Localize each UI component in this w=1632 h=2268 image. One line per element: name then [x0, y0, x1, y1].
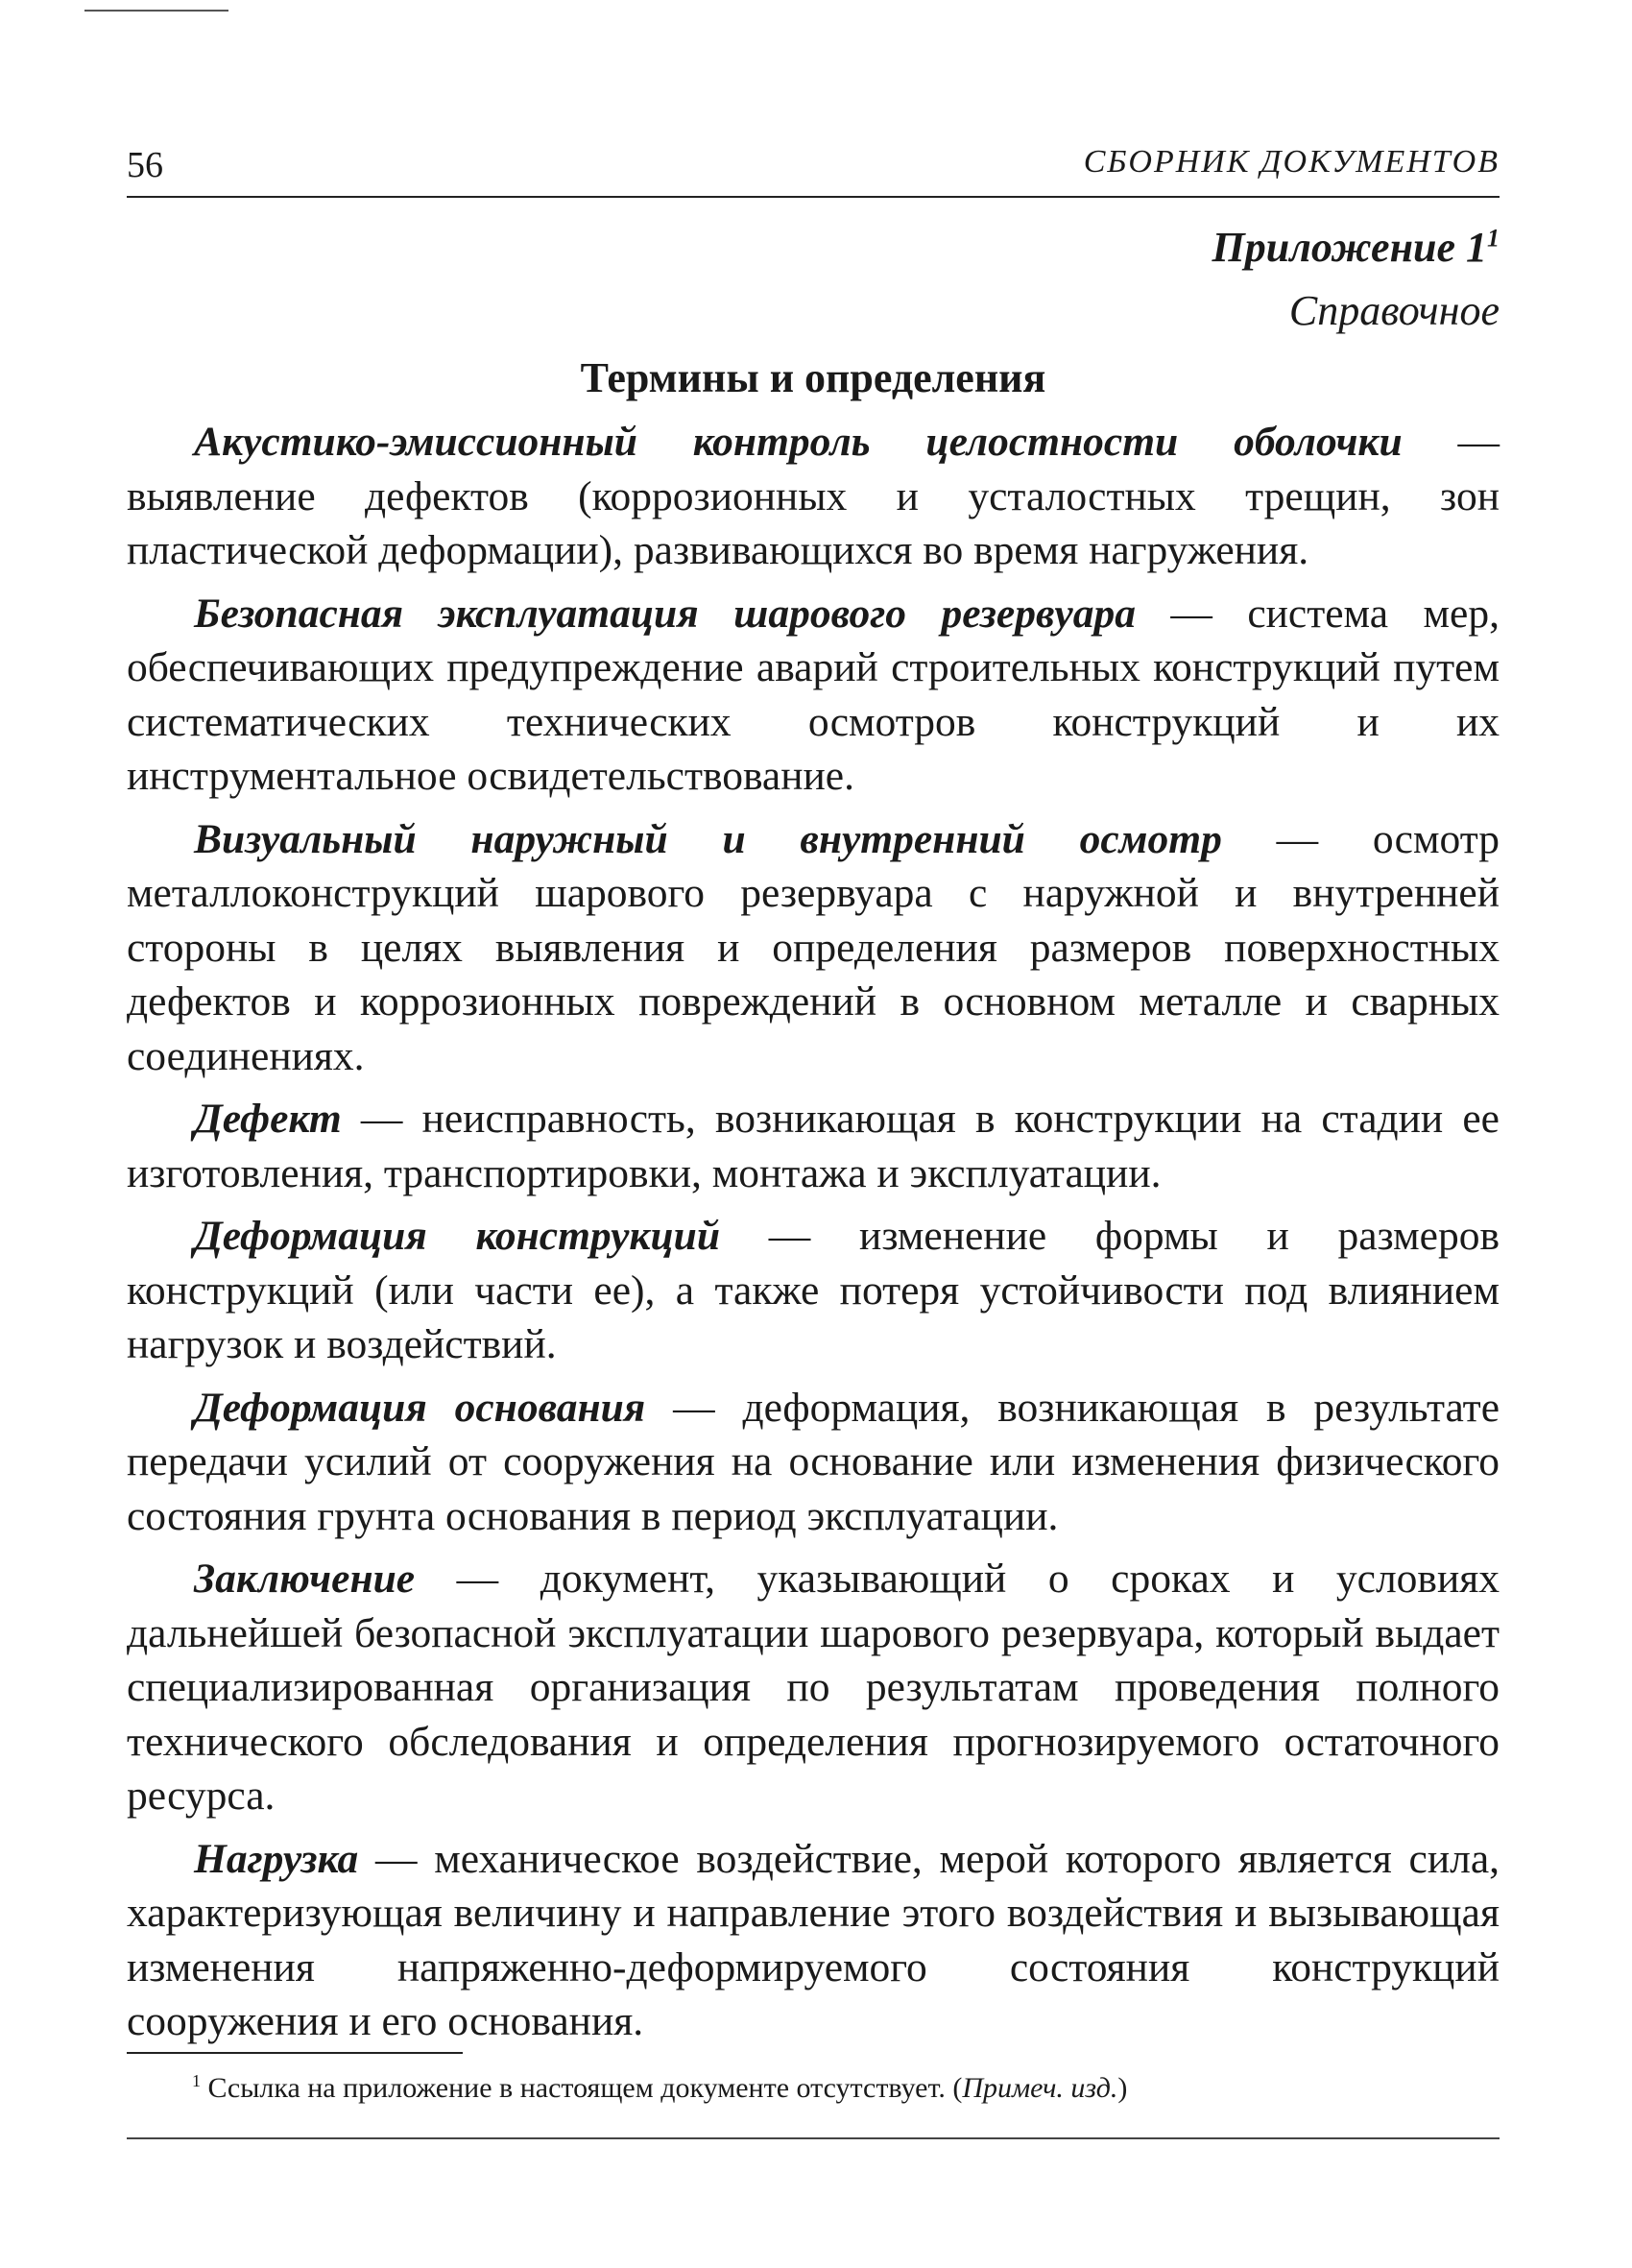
term-entry [127, 1832, 1500, 2049]
term-name: Деформация основания [194, 1384, 646, 1431]
term-name: Безопасная эксплуатация шарового резервуара [194, 590, 1136, 637]
top-rule [84, 10, 228, 12]
appendix-label-text: Приложение 1 [1212, 224, 1487, 271]
term-definition: — документ, указывающий о сроках и условиях дальнейшей безопасной эксплуатации шарового резервуара, который выдает специализированная организация по результатам проведения полного технического обследования и определения прогнозируемого остаточного ресурса. [127, 1556, 1500, 1819]
term-entry [127, 587, 1500, 804]
footnote-marker: 1 [192, 2071, 201, 2090]
term-entry [127, 1092, 1500, 1200]
term-name: Визуальный наружный и внутренний осмотр [194, 815, 1222, 862]
term-entry [127, 1552, 1500, 1823]
term-name: Заключение [194, 1556, 416, 1602]
footnote-rule [127, 2052, 463, 2054]
terms-list [127, 415, 1500, 2058]
term-definition: — механическое воздействие, мерой которого является сила, характеризующая величину и направление этого воздействия и вызывающая изменения напряженно-деформируемого состояния конструкций сооружения и его основания. [127, 1835, 1500, 2044]
term-definition: — неисправность, возникающая в конструкции на стадии ее изготовления, транспортировки, монтажа и эксплуатации. [127, 1096, 1500, 1196]
page-number: 56 [127, 145, 163, 185]
appendix-footnote-marker: 1 [1487, 224, 1500, 253]
header-rule [127, 196, 1500, 198]
term-name: Деформация конструкций [194, 1213, 721, 1259]
appendix-status: Справочное [1288, 287, 1500, 334]
term-definition: — деформация, возникающая в результате передачи усилий от сооружения на основание или изменения физического состояния грунта основания в период эксплуатации. [127, 1384, 1500, 1539]
footnote-text: Ссылка на приложение в настоящем документе отсутствует. ( [207, 2072, 963, 2104]
footnote-closing: ) [1117, 2072, 1128, 2104]
term-definition: — выявление дефектов (коррозионных и усталостных трещин, зон пластической деформации), развивающихся во время нагружения. [127, 419, 1500, 573]
term-definition: — осмотр металлоконструкций шарового резервуара с наружной и внутренней стороны в целях выявления и определения размеров поверхностных дефектов и коррозионных повреждений в основном металле и сварных соединениях. [127, 815, 1500, 1079]
term-name: Дефект [194, 1096, 342, 1142]
term-entry [127, 1381, 1500, 1544]
section-heading: Термины и определения [580, 354, 1046, 401]
term-entry [127, 1209, 1500, 1372]
term-name: Акустико-эмиссионный контроль целостности оболочки [194, 419, 1403, 465]
bottom-rule [127, 2137, 1500, 2139]
footnote [192, 2063, 1127, 2107]
term-name: Нагрузка [194, 1835, 359, 1882]
running-head [127, 144, 1500, 202]
footnote-editor-note: Примеч. изд. [962, 2072, 1118, 2104]
term-entry [127, 415, 1500, 578]
term-definition: — изменение формы и размеров конструкций (или части ее), а также потеря устойчивости под влиянием нагрузок и воздействий. [127, 1213, 1500, 1367]
term-entry [127, 812, 1500, 1084]
appendix-label [1212, 223, 1500, 272]
collection-title: СБОРНИК ДОКУМЕНТОВ [1083, 144, 1500, 180]
term-definition: — система мер, обеспечивающих предупреждение аварий строительных конструкций путем систематических технических осмотров конструкций и их инструментальное освидетельствование. [127, 590, 1500, 799]
